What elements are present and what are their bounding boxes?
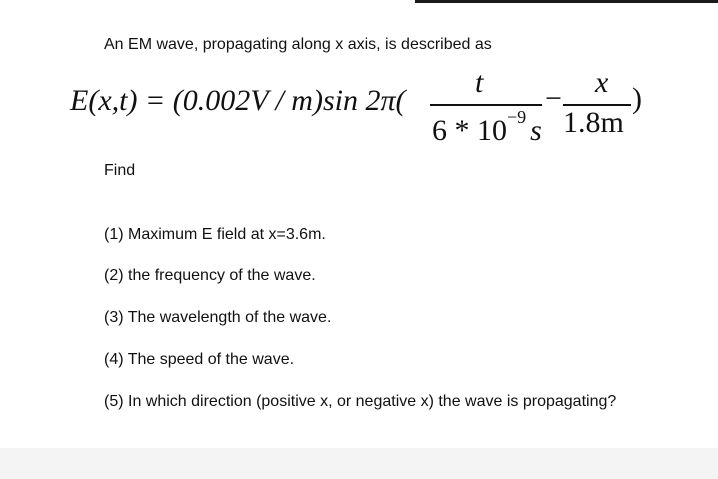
fraction2-numerator: x <box>595 66 609 99</box>
question-2: (2) the frequency of the wave. <box>104 267 316 284</box>
fraction1-denominator <box>432 106 542 148</box>
find-label: Find <box>104 162 136 179</box>
bottom-band <box>0 448 718 479</box>
fraction1-den-exponent: −9 <box>507 107 527 127</box>
equation-lhs: E(x,t) = (0.002V / m)sin 2π( <box>70 84 406 117</box>
minus-sign: − <box>545 82 562 115</box>
fraction1-numerator: t <box>475 66 484 99</box>
closing-paren: ) <box>632 82 642 115</box>
question-3: (3) The wavelength of the wave. <box>104 309 332 326</box>
wave-equation <box>70 68 690 146</box>
fraction2-denominator: 1.8m <box>563 106 624 139</box>
problem-intro: An EM wave, propagating along x axis, is described as <box>104 36 492 53</box>
question-4: (4) The speed of the wave. <box>104 351 295 368</box>
question-5: (5) In which direction (positive x, or negative x) the wave is propagating? <box>104 393 617 410</box>
question-1: (1) Maximum E field at x=3.6m. <box>104 226 326 243</box>
fraction1-den-base: 6 * 10 <box>432 114 507 147</box>
fraction1-den-unit: s <box>530 114 542 147</box>
top-divider-line <box>415 0 718 3</box>
